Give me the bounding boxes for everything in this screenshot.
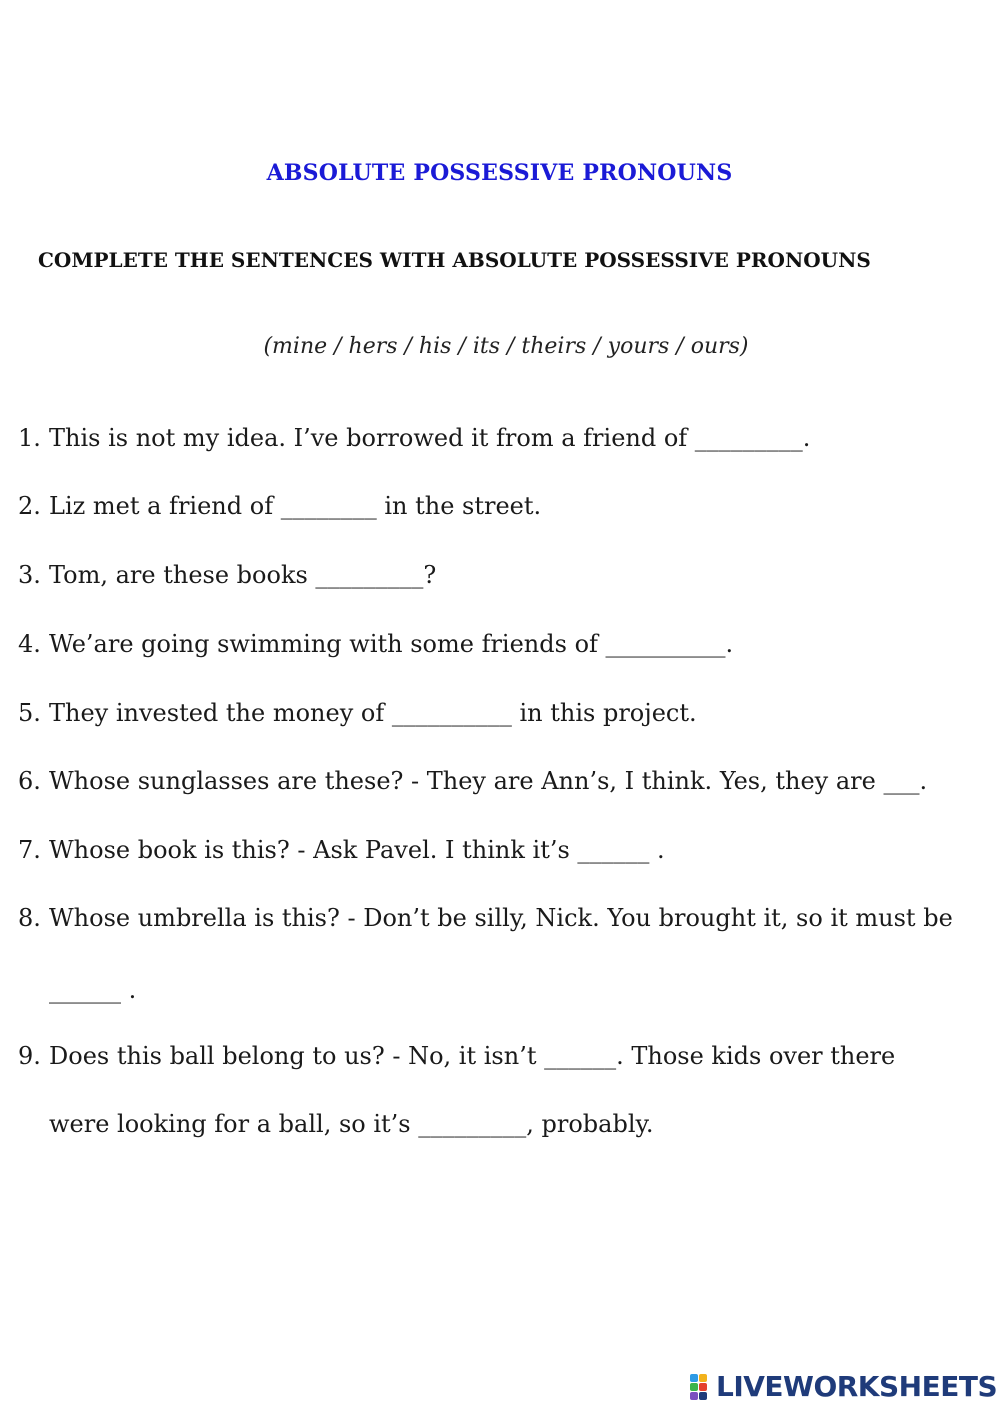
question-text: Whose book is this? - Ask Pavel. I think it’s ______ .	[49, 836, 665, 864]
liveworksheets-logo-icon	[690, 1374, 712, 1400]
question-text: They invested the money of __________ in this project.	[49, 699, 697, 727]
question-number: 2.	[18, 492, 41, 520]
liveworksheets-logo	[690, 1372, 997, 1402]
question-text-continued: were looking for a ball, so it’s _________, probably.	[49, 1110, 654, 1138]
logo-block	[690, 1392, 698, 1400]
question-number: 7.	[18, 836, 41, 864]
question-text: We’are going swimming with some friends of __________.	[49, 630, 734, 658]
worksheet-title: ABSOLUTE POSSESSIVE PRONOUNS	[266, 160, 733, 186]
logo-block	[690, 1374, 698, 1382]
instruction-text: COMPLETE THE SENTENCES WITH ABSOLUTE POSSESSIVE PRONOUNS	[38, 248, 871, 272]
question-number: 9.	[18, 1042, 41, 1070]
question-text: This is not my idea. I’ve borrowed it from a friend of _________.	[49, 424, 811, 452]
logo-text: LIVEWORKSHEETS	[716, 1370, 998, 1403]
question-number: 6.	[18, 767, 41, 795]
question-number: 1.	[18, 424, 41, 452]
question-number: 8.	[18, 904, 41, 932]
logo-block	[699, 1374, 707, 1382]
logo-block	[690, 1383, 698, 1391]
question-text: Does this ball belong to us? - No, it isn’t ______. Those kids over there	[49, 1042, 896, 1070]
question-text: Tom, are these books _________?	[49, 561, 437, 589]
question-text-continued: ______ .	[49, 976, 137, 1004]
question-number: 4.	[18, 630, 41, 658]
question-text: Whose umbrella is this? - Don’t be silly, Nick. You brought it, so it must be	[49, 904, 953, 932]
logo-block	[699, 1383, 707, 1391]
question-number: 5.	[18, 699, 41, 727]
question-text: Liz met a friend of ________ in the street.	[49, 492, 542, 520]
word-bank: (mine / hers / his / its / theirs / yours / ours)	[263, 334, 749, 359]
question-number: 3.	[18, 561, 41, 589]
logo-block	[699, 1392, 707, 1400]
question-text: Whose sunglasses are these? - They are Ann’s, I think. Yes, they are ___.	[49, 767, 928, 795]
